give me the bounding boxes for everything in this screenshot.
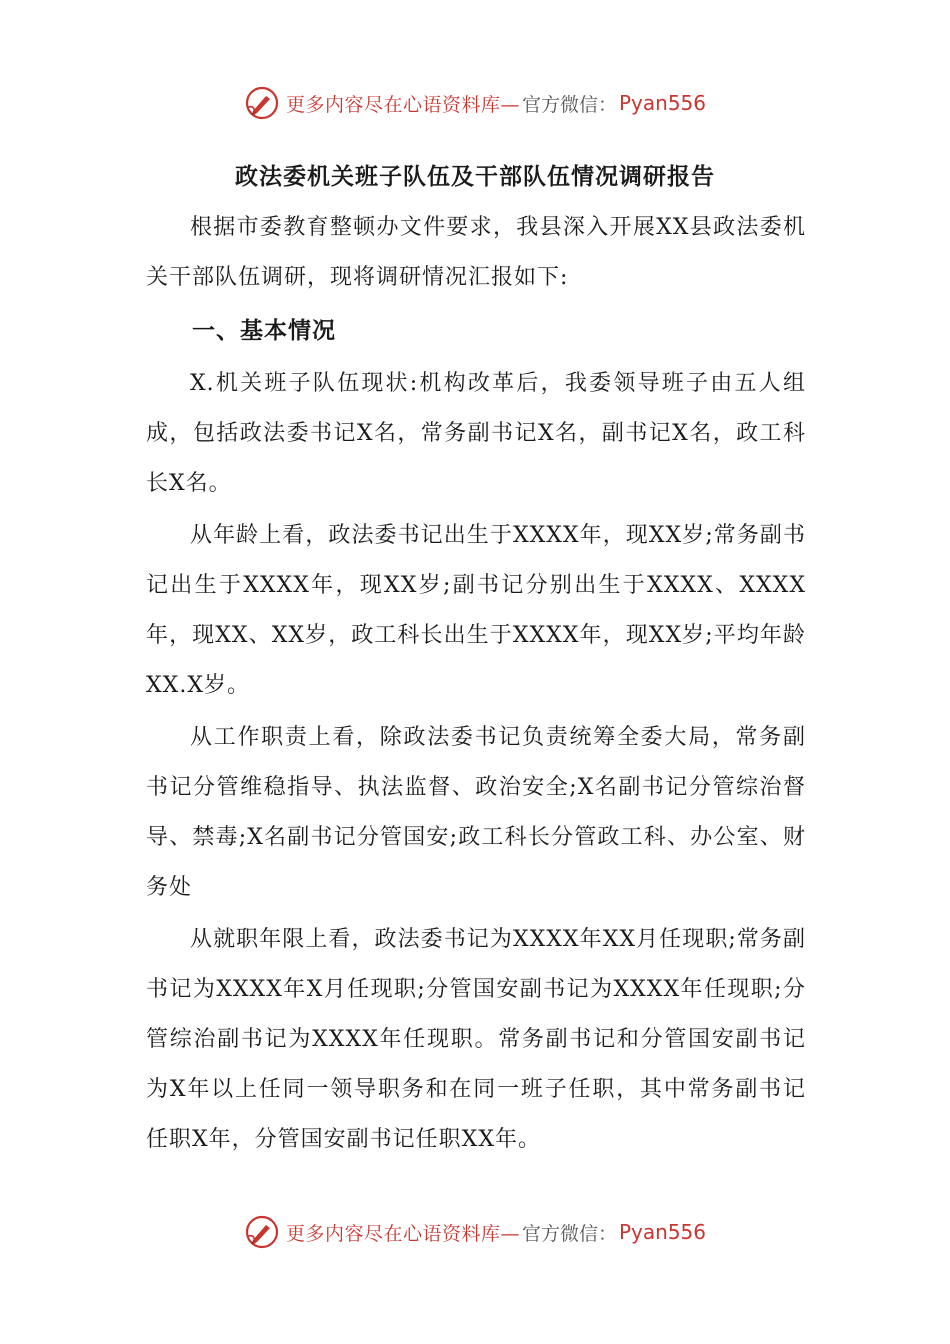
watermark-text: 更多内容尽在心语资料库— — [285, 1222, 520, 1245]
watermark-wechat-id: Pyan556 — [619, 1220, 707, 1244]
header-watermark — [0, 83, 950, 123]
body-paragraph: 从年龄上看，政法委书记出生于XXXX年，现XX岁;常务副书记出生于XXXX年，现XX岁;副书记分别出生于XXXX、XXXX年，现XX、XX岁，政工科长出生于XXXX年，现XX岁;平均年龄XX.X岁。 — [146, 523, 806, 698]
document-title: 政法委机关班子队伍及干部队伍情况调研报告 — [235, 163, 715, 190]
body-paragraph: 从就职年限上看，政法委书记为XXXX年XX月任现职;常务副书记为XXXX年X月任现职;分管国安副书记为XXXX年任现职;分管综治副书记为XXXX年任现职。常务副书记和分管国安副书记为X年以上任同一领导职务和在同一班子任职，其中常务副书记任职X年，分管国安副书记任职XX年。 — [146, 927, 806, 1152]
intro-paragraph: 根据市委教育整顿办文件要求，我县深入开展XX县政法委机关干部队伍调研，现将调研情况汇报如下: — [146, 215, 806, 290]
footer-watermark — [0, 1212, 950, 1252]
watermark-wechat-label: 官方微信： — [521, 93, 617, 116]
body-paragraph: 从工作职责上看，除政法委书记负责统筹全委大局，常务副书记分管维稳指导、执法监督、政治安全;X名副书记分管综治督导、禁毒;X名副书记分管国安;政工科长分管政工科、办公室、财务处 — [146, 725, 806, 900]
watermark-text: 更多内容尽在心语资料库— — [285, 93, 520, 116]
body-paragraph: X.机关班子队伍现状:机构改革后，我委领导班子由五人组成，包括政法委书记X名，常务副书记X名，副书记X名，政工科长X名。 — [146, 371, 806, 496]
pen-circle-icon — [244, 85, 280, 121]
watermark-wechat-label: 官方微信： — [521, 1222, 617, 1245]
pen-circle-icon — [244, 1214, 280, 1250]
section-heading: 一、基本情况 — [192, 317, 336, 344]
watermark-wechat-id: Pyan556 — [619, 91, 707, 115]
